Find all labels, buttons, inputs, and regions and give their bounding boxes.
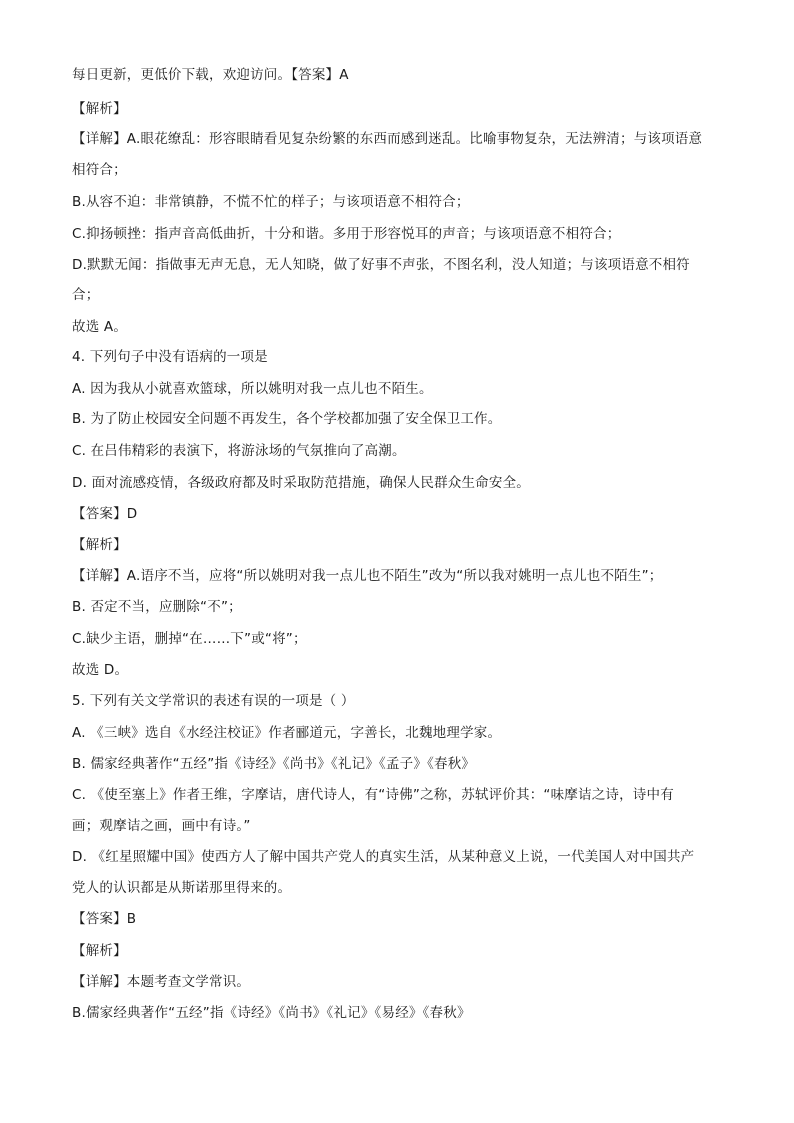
text-line-3: 【详解】A.眼花缭乱：形容眼睛看见复杂纷繁的东西而感到迷乱。比喻事物复杂，无法辨清；与该项语意 [72, 131, 703, 147]
text-line-31: B.儒家经典著作“五经”指《诗经》《尚书》《礼记》《易经》《春秋》 [72, 1005, 471, 1021]
text-line-9: 故选 A。 [72, 319, 128, 335]
text-line-25: 画；观摩诘之画，画中有诗。” [72, 818, 251, 834]
text-line-22: A. 《三峡》选自《水经注校证》作者郦道元，字善长，北魏地理学家。 [72, 725, 502, 741]
text-line-7: D.默默无闻：指做事无声无息，无人知晓，做了好事不声张，不图名利，没人知道；与该项语意不相符 [72, 257, 690, 273]
text-line-8: 合； [72, 287, 100, 303]
text-line-30: 【详解】本题考查文学常识。 [72, 974, 251, 990]
text-line-1: 每日更新，更低价下载，欢迎访问。【答案】A [72, 67, 349, 83]
text-line-17: 【详解】A.语序不当，应将“所以姚明对我一点儿也不陌生”改为“所以我对姚明一点儿也不陌生”； [72, 568, 663, 584]
text-line-12: B. 为了防止校园安全问题不再发生，各个学校都加强了安全保卫工作。 [72, 411, 502, 427]
text-line-14: D. 面对流感疫情，各级政府都及时采取防范措施，确保人民群众生命安全。 [72, 475, 530, 491]
text-line-13: C. 在吕伟精彩的表演下，将游泳场的气氛推向了高潮。 [72, 443, 406, 459]
text-line-27: 党人的认识都是从斯诺那里得来的。 [72, 880, 292, 896]
text-line-18: B. 否定不当，应删除“不”； [72, 599, 242, 615]
text-line-24: C. 《使至塞上》作者王维，字摩诘，唐代诗人，有“诗佛”之称，苏轼评价其：“味摩诘之诗，诗中有 [72, 787, 674, 803]
text-line-5: B.从容不迫：非常镇静，不慌不忙的样子；与该项语意不相符合； [72, 194, 470, 210]
text-line-4: 相符合； [72, 162, 127, 178]
text-line-29: 【解析】 [72, 943, 127, 959]
text-line-16: 【解析】 [72, 537, 127, 553]
text-line-21: 5. 下列有关文学常识的表述有误的一项是（ ） [72, 693, 355, 709]
text-line-11: A. 因为我从小就喜欢篮球，所以姚明对我一点儿也不陌生。 [72, 381, 433, 397]
text-line-10: 4. 下列句子中没有语病的一项是 [72, 349, 268, 365]
text-line-6: C.抑扬顿挫：指声音高低曲折，十分和谐。多用于形容悦耳的声音；与该项语意不相符合； [72, 226, 621, 242]
text-line-20: 故选 D。 [72, 662, 129, 678]
text-line-19: C.缺少主语，删掉“在……下”或“将”； [72, 631, 307, 647]
text-line-26: D. 《红星照耀中国》使西方人了解中国共产党人的真实生活，从某种意义上说，一代美国人对中国共产 [72, 849, 695, 865]
text-line-2: 【解析】 [72, 101, 127, 117]
text-line-15: 【答案】D [72, 506, 138, 522]
text-line-28: 【答案】B [72, 911, 137, 927]
text-line-23: B. 儒家经典著作“五经”指《诗经》《尚书》《礼记》《孟子》《春秋》 [72, 756, 476, 772]
